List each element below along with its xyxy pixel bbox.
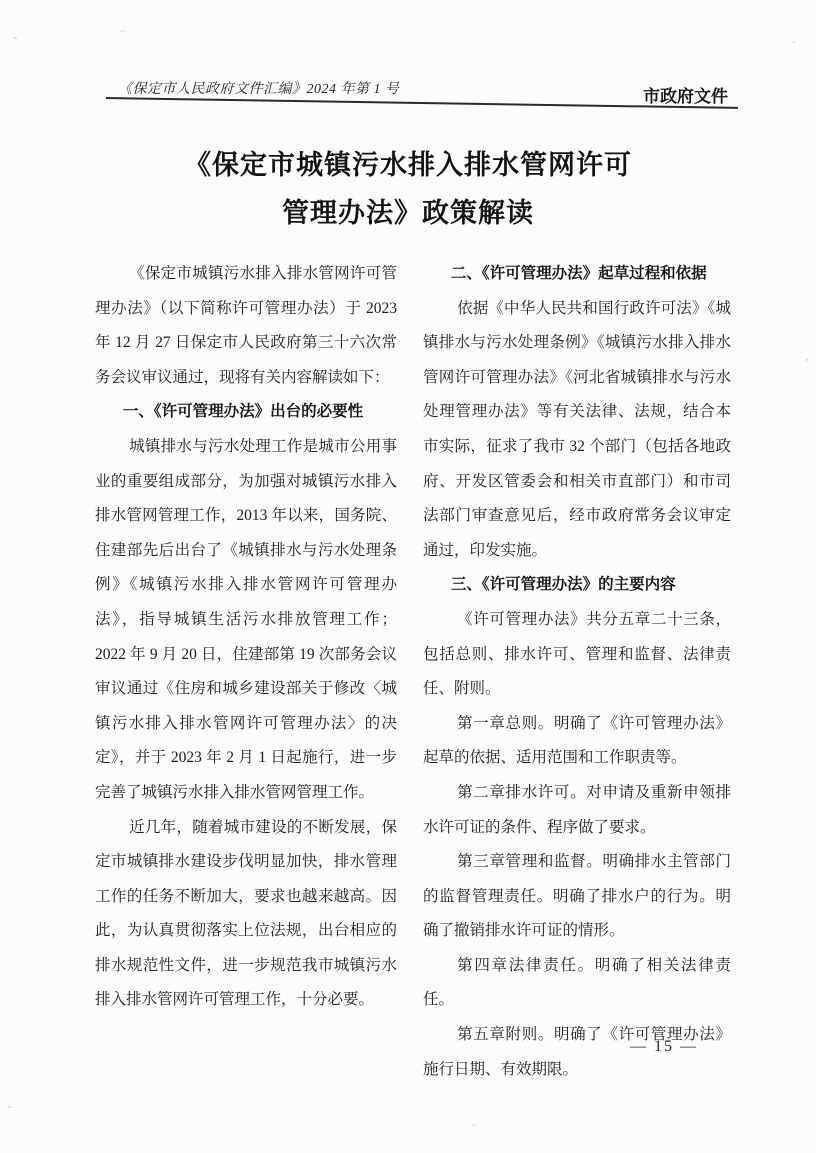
body-paragraph: 近几年，随着城市建设的不断发展，保定市城镇排水建设步伐明显加快，排水管理工作的任务不断加大，要求也越来越高。因此，为认真贯彻落实上位法规，出台相应的排水规范性文件，进一步规范我市城镇污水排入排水管网许可管理工作，十分必要。 xyxy=(95,818,397,1009)
header-category-label: 市政府文件 xyxy=(643,87,728,106)
body-paragraph: 第一章总则。明确了《许可管理办法》起草的依据、适用范围和工作职责等。 xyxy=(423,714,731,767)
body-paragraph: 第四章法律责任。明确了相关法律责任。 xyxy=(423,956,731,1009)
scan-speck xyxy=(793,41,795,43)
page-title xyxy=(0,141,816,237)
body-paragraph: 城镇排水与污水处理工作是城市公用事业的重要组成部分，为加强对城镇污水排入排水管网管理工作，2013 年以来，国务院、住建部先后出台了《城镇排水与污水处理条例》《城镇污水排入排水管网许可管理办法》，指导城镇生活污水排放管理工作；2022 年 9 月 20 日，住建部第 19 次部务会议审议通过《住房和城乡建设部关于修改〈城镇污水排入排水管网许可管理办法〉的决定》，并于 2023 年 2 月 1 日起施行，进一步完善了城镇污水排入排水管网管理工作。 xyxy=(95,437,397,801)
header-publication-label: 《保定市人民政府文件汇编》2024 年第 1 号 xyxy=(118,82,400,97)
page-title-line1: 《保定市城镇污水排入排水管网许可 xyxy=(184,150,632,180)
body-paragraph: 依据《中华人民共和国行政许可法》《城镇排水与污水处理条例》《城镇污水排入排水管网许可管理办法》《河北省城镇排水与污水处理管理办法》等有关法律、法规，结合本市实际，征求了我市 32 个部门（包括各地政府、开发区管委会和相关市直部门）和市司法部门审查意见后，经市政府常务会议审定通过，印发实施。 xyxy=(423,299,731,559)
body-columns xyxy=(95,257,731,1087)
section-heading: 二、《许可管理办法》起草过程和依据 xyxy=(450,265,707,282)
scan-speck xyxy=(806,358,808,361)
scan-speck xyxy=(472,1124,476,1126)
body-paragraph: 《保定市城镇污水排入排水管网许可管理办法》（以下简称许可管理办法）于 2023 年 12 月 27 日保定市人民政府第三十六次常务会议审议通过，现将有关内容解读如下： xyxy=(95,265,397,386)
scan-speck xyxy=(14,37,17,39)
section-heading: 三、《许可管理办法》的主要内容 xyxy=(450,576,676,594)
right-column xyxy=(423,257,731,1087)
scan-speck xyxy=(8,1106,11,1108)
scan-speck xyxy=(120,30,125,32)
body-paragraph: 第五章附则。明确了《许可管理办法》施行日期、有效期限。 xyxy=(423,1026,731,1078)
body-paragraph: 第二章排水许可。对申请及重新申领排水许可证的条件、程序做了要求。 xyxy=(423,783,731,836)
body-paragraph: 《许可管理办法》共分五章二十三条，包括总则、排水许可、管理和监督、法律责任、附则。 xyxy=(423,610,731,698)
left-column xyxy=(95,257,397,1087)
section-heading: 一、《许可管理办法》出台的必要性 xyxy=(122,403,364,421)
page-number: — 15 — xyxy=(630,1038,698,1055)
page-title-line2: 管理办法》政策解读 xyxy=(282,198,534,228)
body-paragraph: 第三章管理和监督。明确排水主管部门的监督管理责任。明确了排水户的行为。明确了撤销排水许可证的情形。 xyxy=(423,853,731,940)
